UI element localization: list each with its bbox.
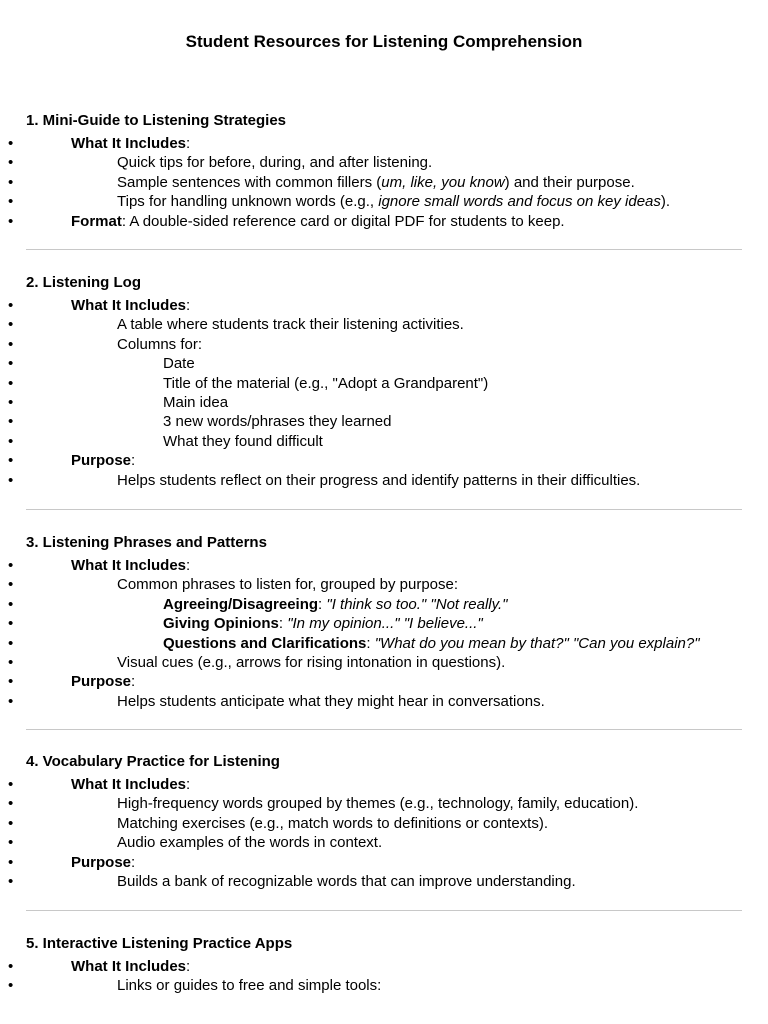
item-text: High-frequency words grouped by themes (e.g., technology, family, education). — [117, 795, 639, 813]
item-text: : — [186, 297, 191, 314]
item-text-italic: um, like, you know — [381, 173, 505, 191]
section-list — [26, 134, 742, 231]
section-divider — [26, 509, 742, 510]
item-label: What It Includes — [71, 557, 187, 574]
item-text: Date — [163, 355, 195, 373]
item-text: Visual cues (e.g., arrows for rising intonation in questions). — [117, 654, 506, 672]
item-text: Quick tips for before, during, and after listening. — [117, 154, 433, 172]
item-text-italic: "I think so too." "Not really." — [326, 595, 508, 613]
item-separator: : — [318, 595, 327, 613]
list-item — [26, 374, 742, 393]
item-text: 3 new words/phrases they learned — [163, 413, 392, 431]
item-text-post: ). — [660, 193, 671, 211]
item-text: Common phrases to listen for, grouped by purpose: — [117, 576, 459, 594]
item-text: : — [186, 557, 191, 574]
section-heading: 4. Vocabulary Practice for Listening — [26, 753, 280, 770]
list-item — [26, 412, 742, 431]
list-item — [26, 173, 742, 192]
list-item — [26, 153, 742, 172]
section-listening-log — [26, 273, 742, 490]
section-heading: 1. Mini-Guide to Listening Strategies — [26, 112, 287, 129]
item-text: : — [186, 958, 191, 975]
section-divider — [26, 729, 742, 730]
item-text-pre: Sample sentences with common fillers ( — [117, 173, 382, 191]
list-item — [26, 634, 742, 653]
list-item — [26, 134, 742, 153]
list-item — [26, 833, 742, 852]
item-label: Giving Opinions — [163, 615, 279, 633]
item-text: Main idea — [163, 394, 229, 412]
list-item — [26, 692, 742, 711]
list-item — [26, 451, 742, 470]
list-item — [26, 957, 742, 976]
section-list — [26, 296, 742, 490]
section-list — [26, 775, 742, 891]
item-separator: : — [366, 634, 375, 652]
item-text-italic: ignore small words and focus on key ideas — [378, 193, 661, 211]
item-text: A table where students track their listening activities. — [117, 316, 464, 334]
list-item — [26, 335, 742, 354]
item-label: What It Includes — [71, 135, 187, 152]
section-heading: 3. Listening Phrases and Patterns — [26, 534, 267, 551]
section-divider — [26, 910, 742, 911]
list-item — [26, 296, 742, 315]
item-text: Helps students anticipate what they might hear in conversations. — [117, 692, 545, 710]
list-item — [26, 575, 742, 594]
section-mini-guide — [26, 111, 742, 231]
item-label: What It Includes — [71, 297, 187, 314]
list-item — [26, 814, 742, 833]
section-list — [26, 957, 742, 996]
item-label: What It Includes — [71, 776, 187, 793]
item-label: Format — [71, 212, 122, 230]
list-item — [26, 672, 742, 691]
item-text: What they found difficult — [163, 432, 323, 450]
section-phrases-patterns — [26, 533, 742, 711]
section-vocabulary-practice — [26, 752, 742, 891]
item-label: Purpose — [71, 452, 132, 470]
item-separator: : — [278, 615, 288, 633]
item-text: : — [186, 776, 191, 793]
item-text: : A double-sided reference card or digital PDF for students to keep. — [121, 212, 565, 230]
item-text: : — [186, 135, 191, 152]
section-interactive-apps — [26, 934, 742, 996]
item-text: : — [131, 673, 136, 691]
item-text-post: ) and their purpose. — [504, 173, 635, 191]
item-text: Builds a bank of recognizable words that can improve understanding. — [117, 873, 576, 891]
section-list — [26, 556, 742, 711]
list-item — [26, 212, 742, 231]
item-text-italic: "In my opinion..." "I believe..." — [287, 615, 483, 633]
list-item — [26, 315, 742, 334]
list-item — [26, 471, 742, 490]
item-text: Links or guides to free and simple tools: — [117, 977, 382, 995]
item-text: : — [131, 452, 136, 470]
section-heading: 2. Listening Log — [26, 274, 141, 291]
item-label: Purpose — [71, 673, 132, 691]
list-item — [26, 976, 742, 995]
item-text: Title of the material (e.g., "Adopt a Grandparent") — [163, 374, 489, 392]
section-heading: 5. Interactive Listening Practice Apps — [26, 935, 293, 952]
section-divider — [26, 249, 742, 250]
page-title: Student Resources for Listening Comprehension — [185, 32, 583, 51]
item-label: What It Includes — [71, 958, 187, 975]
list-item — [26, 595, 742, 614]
list-item — [26, 432, 742, 451]
list-item — [26, 853, 742, 872]
item-text-italic: "What do you mean by that?" "Can you explain?" — [374, 634, 700, 652]
list-item — [26, 872, 742, 891]
list-item — [26, 614, 742, 633]
item-label: Purpose — [71, 853, 132, 871]
list-item — [26, 794, 742, 813]
list-item — [26, 775, 742, 794]
item-text: Matching exercises (e.g., match words to definitions or contexts). — [117, 814, 549, 832]
item-text: Helps students reflect on their progress and identify patterns in their difficulties. — [117, 471, 641, 489]
list-item — [26, 354, 742, 373]
list-item — [26, 556, 742, 575]
item-label: Questions and Clarifications — [163, 634, 367, 652]
item-text: : — [131, 853, 136, 871]
item-text-pre: Tips for handling unknown words (e.g., — [117, 193, 379, 211]
list-item — [26, 192, 742, 211]
item-label: Agreeing/Disagreeing — [163, 595, 319, 613]
item-text: Columns for: — [117, 335, 203, 353]
list-item — [26, 653, 742, 672]
item-text: Audio examples of the words in context. — [117, 834, 383, 852]
list-item — [26, 393, 742, 412]
